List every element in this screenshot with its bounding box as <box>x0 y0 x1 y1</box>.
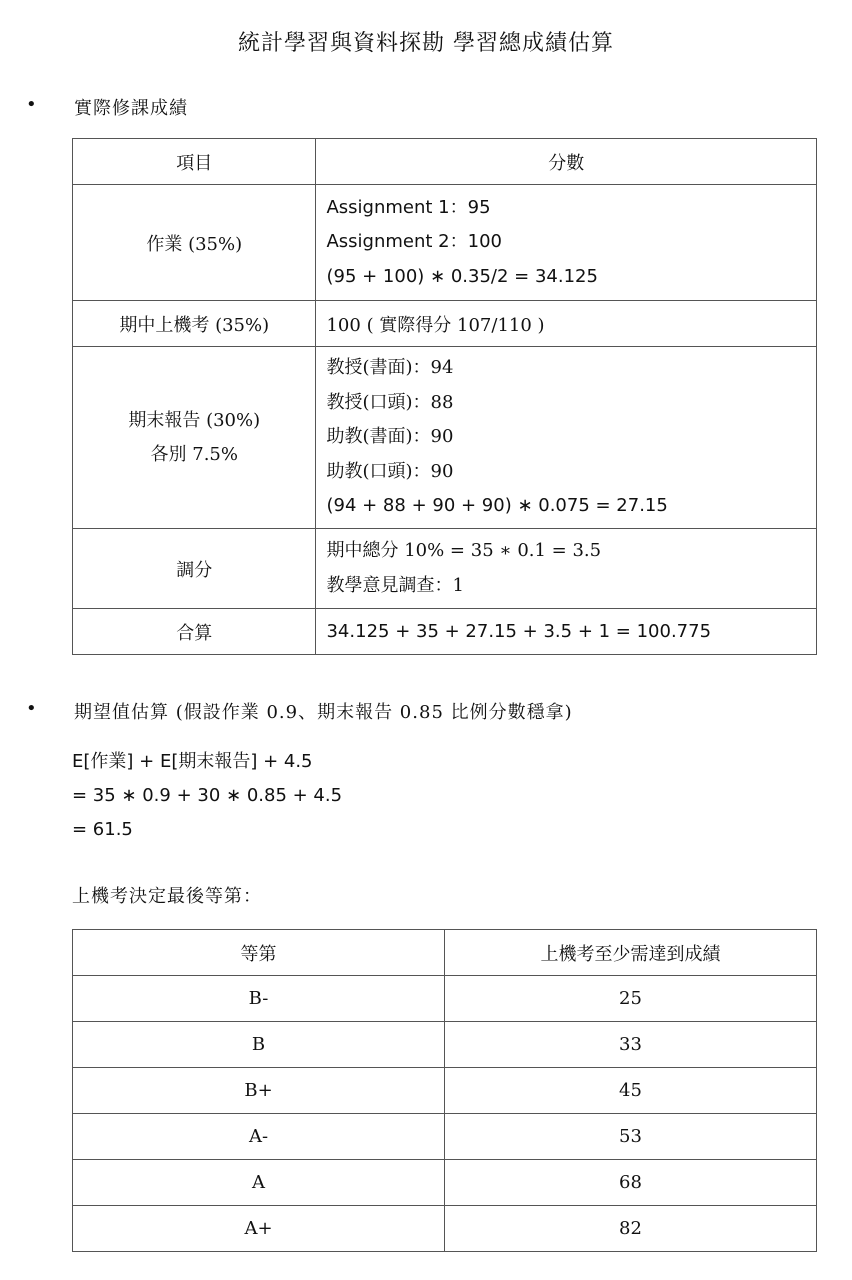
formula-line: = 61.5 <box>72 819 133 840</box>
grade-subheading: 上機考決定最後等第： <box>72 886 262 907</box>
score-cell <box>316 347 817 529</box>
item-cell <box>73 347 316 529</box>
required-score-cell: 68 <box>445 1160 817 1206</box>
table-row <box>73 185 817 301</box>
table-row <box>73 1160 817 1206</box>
formula-line: E[作業] + E[期末報告] + 4.5 <box>72 751 313 772</box>
required-score-cell: 82 <box>445 1206 817 1252</box>
formula-line: = 35 ∗ 0.9 + 30 ∗ 0.85 + 4.5 <box>72 785 343 806</box>
score-line: 教學意見調查：1 <box>326 574 464 596</box>
header-grade: 等第 <box>73 930 445 976</box>
score-line: 助教(書面)：90 <box>326 426 454 448</box>
bullet-marker: • <box>26 94 37 115</box>
item-line: 期末報告 (30%) <box>128 409 261 431</box>
actual-score-table <box>72 138 817 655</box>
score-cell <box>316 185 817 301</box>
required-score-cell: 33 <box>445 1022 817 1068</box>
score-line: 教授(口頭)：88 <box>326 391 454 413</box>
page-title: 統計學習與資料探勘 學習總成績估算 <box>238 31 614 56</box>
grade-cell: B+ <box>73 1068 445 1114</box>
table-row <box>73 609 817 655</box>
table-row <box>73 301 817 347</box>
table-header-row <box>73 139 817 185</box>
score-line: Assignment 1：95 <box>326 196 491 218</box>
item-line: 各別 7.5% <box>150 443 238 465</box>
header-required-score: 上機考至少需達到成績 <box>445 930 817 976</box>
required-score-cell: 25 <box>445 976 817 1022</box>
table-row <box>73 1114 817 1160</box>
score-line: 助教(口頭)：90 <box>326 460 454 482</box>
grade-cell: A <box>73 1160 445 1206</box>
table-row <box>73 976 817 1022</box>
header-item: 項目 <box>73 139 316 185</box>
table-row <box>73 1068 817 1114</box>
item-cell: 作業 (35%) <box>73 185 316 301</box>
table-header-row <box>73 930 817 976</box>
score-line: 教授(書面)：94 <box>326 357 454 379</box>
score-cell <box>316 529 817 609</box>
section-heading-actual: 實際修課成績 <box>74 98 188 119</box>
table-row <box>73 347 817 529</box>
expected-value-formula <box>72 745 342 847</box>
grade-cell: B <box>73 1022 445 1068</box>
score-line: 期中總分 10% = 35 ∗ 0.1 = 3.5 <box>326 540 602 561</box>
item-cell: 合算 <box>73 609 316 655</box>
grade-threshold-table <box>72 929 817 1252</box>
grade-cell: B- <box>73 976 445 1022</box>
section-heading-expected: 期望值估算 (假設作業 0.9、期末報告 0.85 比例分數穩拿) <box>74 702 573 723</box>
score-cell: 100 ( 實際得分 107/110 ) <box>316 301 817 347</box>
required-score-cell: 45 <box>445 1068 817 1114</box>
item-cell: 調分 <box>73 529 316 609</box>
score-line: (94 + 88 + 90 + 90) ∗ 0.075 = 27.15 <box>326 495 668 517</box>
required-score-cell: 53 <box>445 1114 817 1160</box>
score-line: Assignment 2：100 <box>326 231 502 253</box>
score-line: (95 + 100) ∗ 0.35/2 = 34.125 <box>326 265 598 287</box>
table-row <box>73 1022 817 1068</box>
table-row <box>73 529 817 609</box>
grade-cell: A+ <box>73 1206 445 1252</box>
header-score: 分數 <box>316 139 817 185</box>
score-cell: 34.125 + 35 + 27.15 + 3.5 + 1 = 100.775 <box>316 609 817 655</box>
grade-cell: A- <box>73 1114 445 1160</box>
table-row <box>73 1206 817 1252</box>
bullet-marker: • <box>26 698 37 719</box>
item-cell: 期中上機考 (35%) <box>73 301 316 347</box>
